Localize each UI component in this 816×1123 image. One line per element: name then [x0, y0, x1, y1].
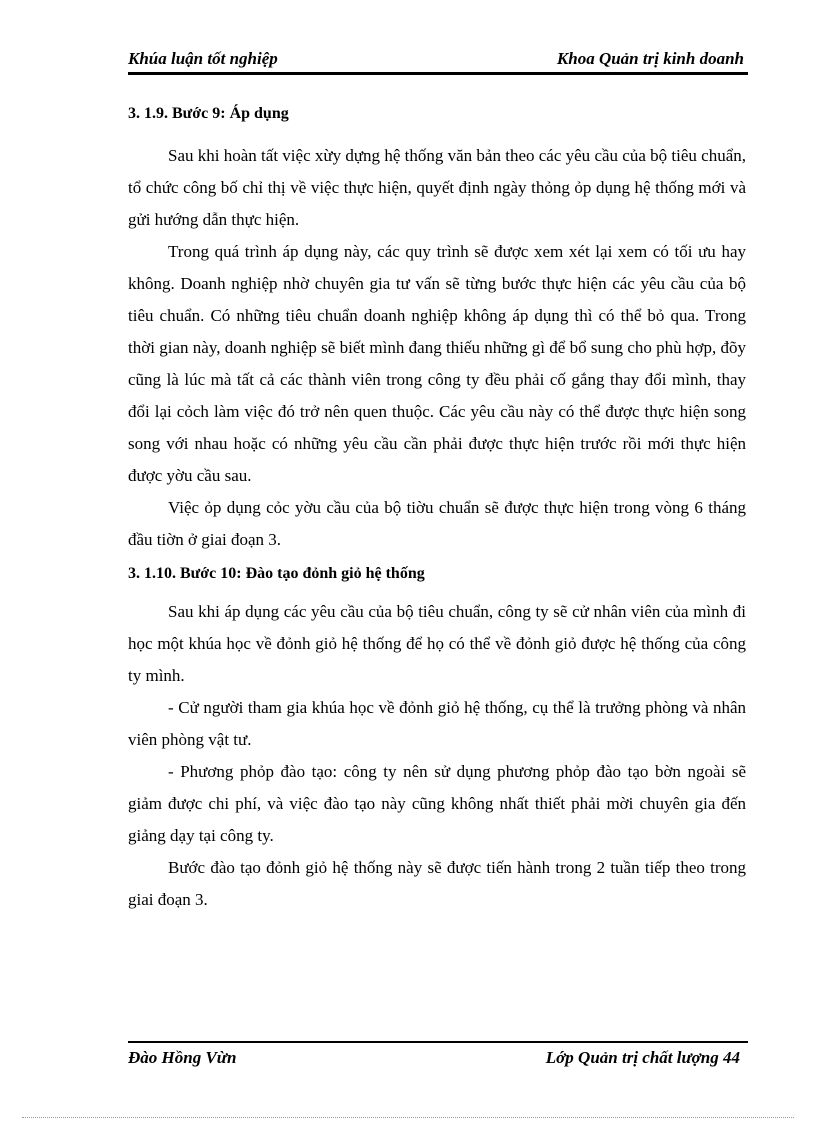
footer-author: Đào Hồng Vừn [128, 1048, 237, 1067]
paragraph: - Cử người tham gia khúa học về đỏnh giỏ hệ thống, cụ thể là trưởng phòng và nhân viên phòng vật tư. [128, 698, 746, 749]
paragraph: Trong quá trình áp dụng này, các quy trình sẽ được xem xét lại xem có tối ưu hay không. Doanh nghiệp nhờ chuyên gia tư vấn sẽ từng bước thực hiện các yêu cầu của bộ tiêu chuẩn. Có những tiêu chuẩn doanh nghiệp không áp dụng thì có thể bỏ qua. Trong thời gian này, doanh nghiệp sẽ biết mình đang thiếu những gì để bổ sung cho phù hợp, đõy cũng là lúc mà tất cả các thành viên trong công ty đều phải cố gắng thay đổi mình, thay đổi lại cỏch làm việc đó trở nên quen thuộc. Các yêu cầu này có thể được thực hiện song song với nhau hoặc có những yêu cầu cần phải được thực hiện trước rồi mới thực hiện được yờu cầu sau. [128, 242, 746, 485]
paragraph: Việc ỏp dụng cỏc yờu cầu của bộ tiờu chuẩn sẽ được thực hiện trong vòng 6 tháng đầu tiờn ở giai đoạn 3. [128, 498, 746, 549]
page-footer [128, 1041, 748, 1075]
header-thesis-title: Khúa luận tốt nghiệp [128, 49, 278, 68]
page-bottom-divider [22, 1117, 794, 1118]
paragraph: Sau khi áp dụng các yêu cầu của bộ tiêu chuẩn, công ty sẽ cử nhân viên của mình đi học một khúa học về đỏnh giỏ hệ thống để họ có thể về đỏnh giỏ được hệ thống của công ty mình. [128, 602, 746, 685]
section-heading-step-10: 3. 1.10. Bước 10: Đào tạo đỏnh giỏ hệ thống [128, 565, 425, 582]
paragraph: Sau khi hoàn tất việc xừy dựng hệ thống văn bản theo các yêu cầu của bộ tiêu chuẩn, tổ chức công bố chỉ thị về việc thực hiện, quyết định ngày thỏng ỏp dụng hệ thống mới và gửi hướng dẫn thực hiện. [128, 146, 746, 229]
page-header [128, 46, 748, 75]
header-faculty: Khoa Quản trị kinh doanh [556, 49, 744, 68]
paragraph: Bước đào tạo đỏnh giỏ hệ thống này sẽ được tiến hành trong 2 tuần tiếp theo trong giai đoạn 3. [128, 858, 746, 909]
page-content [128, 98, 746, 916]
footer-class: Lớp Quản trị chất lượng 44 [545, 1048, 740, 1067]
paragraph: - Phương phỏp đào tạo: công ty nên sử dụng phương phỏp đào tạo bờn ngoài sẽ giảm được chi phí, và việc đào tạo này cũng không nhất thiết phải mời chuyên gia đến giảng dạy tại công ty. [128, 762, 746, 845]
section-heading-step-9: 3. 1.9. Bước 9: Áp dụng [128, 105, 289, 122]
